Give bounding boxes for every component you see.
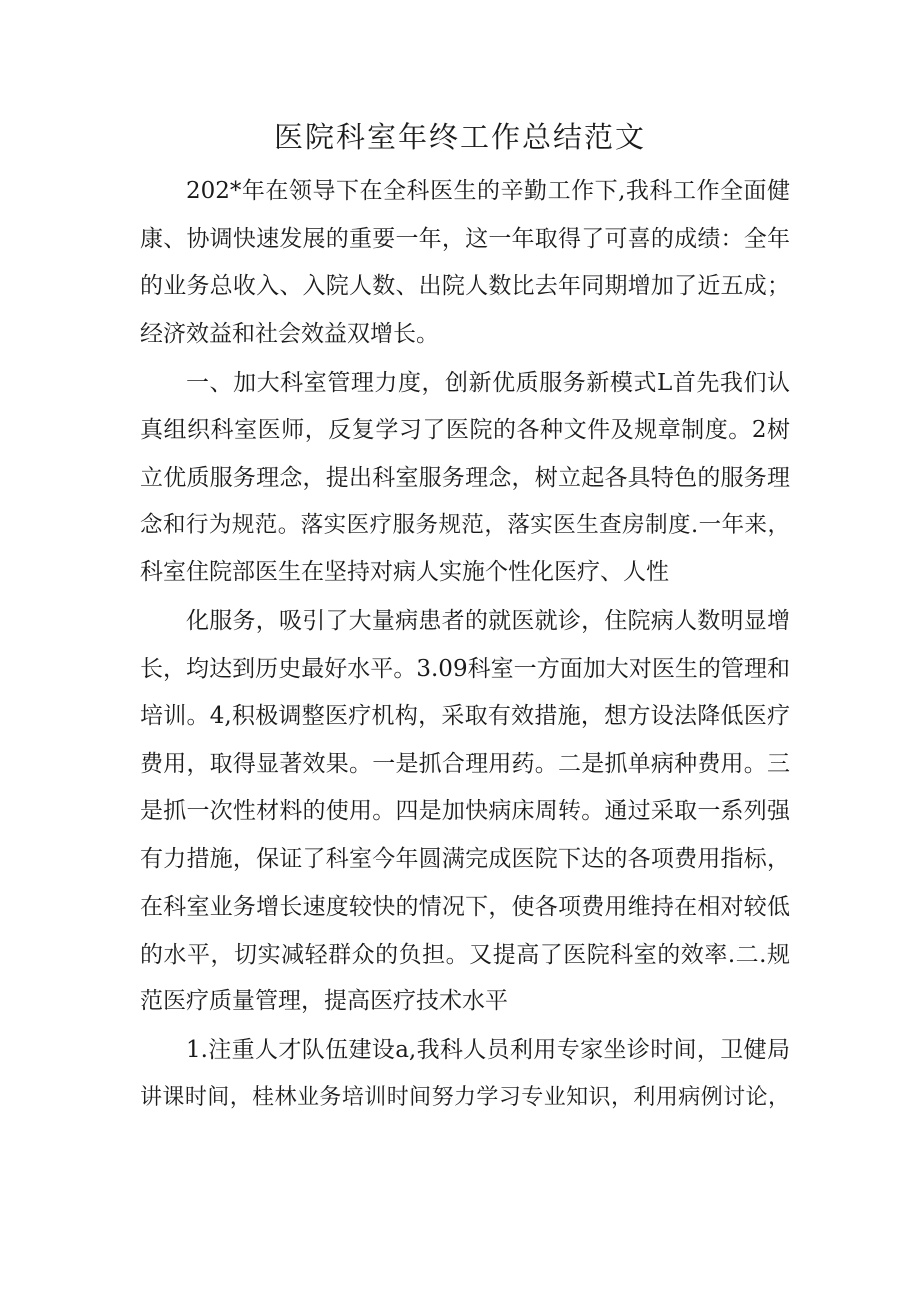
text-line: 立优质服务理念，提出科室服务理念，树立起各具特色的服务理 <box>140 465 790 491</box>
text-line: 科室住院部医生在坚持对病人实施个性化医疗、人性 <box>140 559 669 585</box>
text-line: 长，均达到历史最好水平。3.09科室一方面加大对医生的管理和 <box>140 656 790 682</box>
text-line: 202*年在领导下在全科医生的辛勤工作下,我科工作全面健 <box>186 178 790 204</box>
text-line: 经济效益和社会效益双增长。 <box>140 321 439 347</box>
text-line: 念和行为规范。落实医疗服务规范，落实医生查房制度.一年来， <box>140 512 790 538</box>
text-line: 在科室业务增长速度较快的情况下，使各项费用维持在相对较低 <box>140 894 790 920</box>
text-line: 是抓一次性材料的使用。四是加快病床周转。通过采取一系列强 <box>140 798 790 824</box>
text-line: 康、协调快速发展的重要一年，这一年取得了可喜的成绩：全年 <box>140 226 790 252</box>
text-line: 的水平，切实减轻群众的负担。又提高了医院科室的效率.二.规 <box>140 942 790 968</box>
document-title: 医院科室年终工作总结范文 <box>273 120 646 154</box>
text-line: 讲课时间，桂林业务培训时间努力学习专业知识，利用病例讨论， <box>140 1085 790 1110</box>
text-line: 1.注重人才队伍建设a,我科人员利用专家坐诊时间，卫健局 <box>186 1037 790 1063</box>
text-line: 一、加大科室管理力度，创新优质服务新模式L首先我们认 <box>186 370 790 396</box>
text-line: 培训。4,积极调整医疗机构，采取有效措施，想方设法降低医疗 <box>140 703 790 729</box>
text-line: 有力措施，保证了科室今年圆满完成医院下达的各项费用指标， <box>140 846 790 872</box>
text-line: 真组织科室医师，反复学习了医院的各种文件及规章制度。2树 <box>140 417 790 443</box>
text-line: 的业务总收入、入院人数、出院人数比去年同期增加了近五成； <box>140 273 790 299</box>
text-line: 化服务，吸引了大量病患者的就医就诊，住院病人数明显增 <box>186 608 790 634</box>
text-line: 范医疗质量管理，提高医疗技术水平 <box>140 988 508 1014</box>
text-line: 费用，取得显著效果。一是抓合理用药。二是抓单病种费用。三 <box>140 751 790 777</box>
